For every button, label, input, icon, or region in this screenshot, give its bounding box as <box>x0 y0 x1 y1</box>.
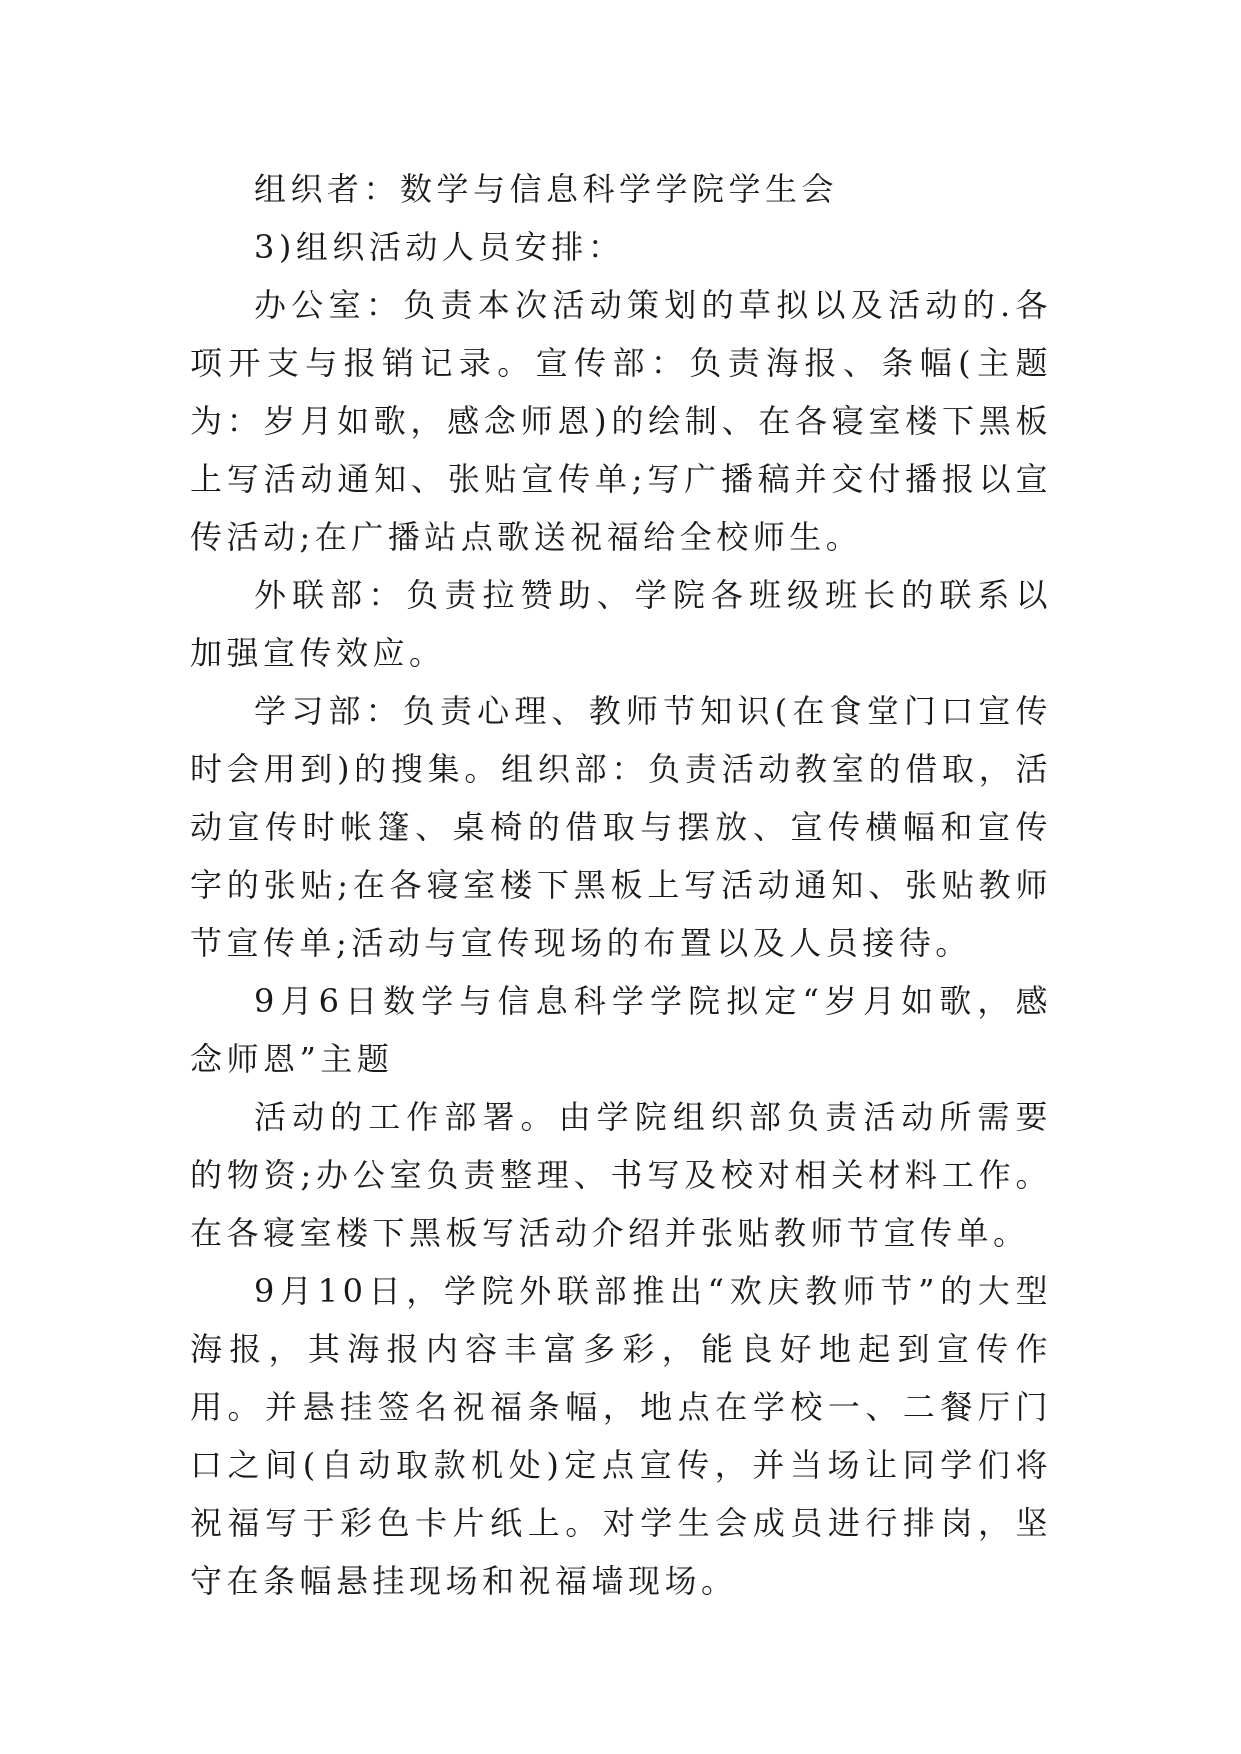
document-body <box>190 160 1052 1610</box>
paragraph-work-deployment: 活动的工作部署。由学院组织部负责活动所需要的物资;办公室负责整理、书写及校对相关材料工作。在各寝室楼下黑板写活动介绍并张贴教师节宣传单。 <box>190 1098 1052 1252</box>
paragraph-external-relations: 外联部：负责拉赞助、学院各班级班长的联系以加强宣传效应。 <box>190 576 1052 672</box>
paragraph-study-and-organization: 学习部：负责心理、教师节知识(在食堂门口宣传时会用到)的搜集。组织部：负责活动教室的借取，活动宣传时帐篷、桌椅的借取与摆放、宣传横幅和宣传字的张贴;在各寝室楼下黑板上写活动通知、张贴教师节宣传单;活动与宣传现场的布置以及人员接待。 <box>190 692 1052 962</box>
paragraph-staff-arrangement-heading: 3)组织活动人员安排： <box>254 228 625 266</box>
paragraph-sep-10-poster: 9月10日，学院外联部推出“欢庆教师节”的大型海报，其海报内容丰富多彩，能良好地起到宣传作用。并悬挂签名祝福条幅，地点在学校一、二餐厅门口之间(自动取款机处)定点宣传，并当场让同学们将祝福写于彩色卡片纸上。对学生会成员进行排岗，坚守在条幅悬挂现场和祝福墙现场。 <box>190 1272 1052 1600</box>
paragraph-sep-6-theme: 9月6日数学与信息科学学院拟定“岁月如歌，感念师恩”主题 <box>190 982 1052 1078</box>
paragraph-office-and-publicity: 办公室：负责本次活动策划的草拟以及活动的.各项开支与报销记录。宣传部：负责海报、条幅(主题为：岁月如歌，感念师恩)的绘制、在各寝室楼下黑板上写活动通知、张贴宣传单;写广播稿并交付播报以宣传活动;在广播站点歌送祝福给全校师生。 <box>190 286 1052 556</box>
paragraph-organizer: 组织者：数学与信息科学学院学生会 <box>254 170 839 208</box>
